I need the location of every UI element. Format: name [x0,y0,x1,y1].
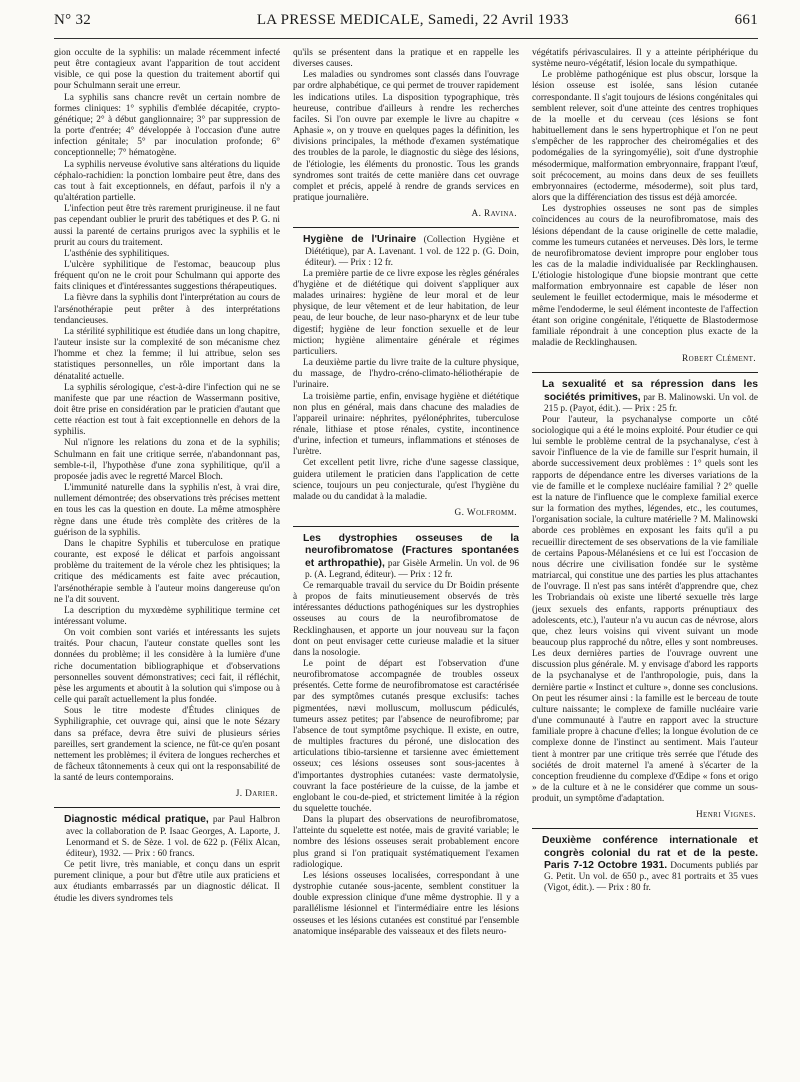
paragraph: Ce petit livre, très maniable, et conçu dans un esprit purement clinique, a pour but d'être utile aux praticiens et aux étudiants embarrassés par un diagnostic délicat. Il étudie les divers syndromes tels [54,860,280,904]
paragraph: qu'ils se présentent dans la pratique et en rappelle les diverses causes. [293,48,519,70]
paragraph: Le problème pathogénique est plus obscur, lorsque la lésion osseuse est isolée, sans lésion cutanée correspondante. Il s'agit toujours de lésions congénitales qui semblent relever, soit d'une atteinte des centres trophiques de la moelle et du cerveau (ces lésions se font habituellement dans le sens hypertrophique et l'on ne peut s'empêcher de les rapprocher des cheiromégalies et des podomégalies de la syringomyélie), soit d'une dystrophie mésodermique, malformation embryonnaire, frappant l'œuf, soit précocement, au moins dans deux de ses feuillets embryonnaires (ectoderme, mésoderme), soit plus tard, alors que la différenciation des tissus est déjà amorcée. [532,70,758,204]
book-title: La sexualité et sa répression dans les sociétés primitives, [542,379,758,403]
paragraph: L'asthénie des syphilitiques. [64,248,170,259]
paragraph: Dans la plupart des observations de neurofibromatose, l'atteinte du squelette est notée, mais de gravité variable; le nombre des lésions osseuses serait probablement encore plus grand si l'on pratiquait systématiquement l'examen radiologique. [293,815,519,870]
review-signature: A. Ravina. [471,209,517,220]
paragraph: L'immunité naturelle dans la syphilis n'est, à vrai dire, nullement démontrée; des observations très précises mettent en tous les cas la question en doute. La même atmosphère règne dans une étude très complète des critères de la guérison de la syphilis. [54,483,280,538]
separator-rule [532,828,758,829]
paragraph: Ce remarquable travail du service du Dr Boidin présente à propos de faits minutieusement observés de très intéressantes déductions pathogéniques sur les dystrophies osseuses au cours de la neurofibromatose de Recklinghausen, et apporte un jour nouveau sur la façon dont on peut envisager cette curieuse maladie et la situer dans la nosologie. [293,580,519,658]
journal-title: LA PRESSE MEDICALE, Samedi, 22 Avril 1933 [256,12,569,28]
paragraph: La syphilis sérologique, c'est-à-dire l'infection qui ne se manifeste que par une réaction de Wassermann positive, doit être prise en considération par le praticien d'autant que cette réaction est tout à fait exceptionnelle en dehors de la syphilis. [54,382,280,438]
separator-rule [54,807,280,808]
separator-rule [293,526,519,527]
review-signature: Henri Vignes. [695,810,756,821]
paragraph: La troisième partie, enfin, envisage hygiène et diététique non plus en général, mais dans chacune des maladies de l'appareil urinaire: néphrites, pyélonéphrites, tuberculose rénale, lithiase et ptose rénales, cystite, incontinence d'urine, infection et tumeurs, inflammations et sténoses de l'urètre. [293,391,519,458]
review-signature: J. Darier. [235,789,278,800]
paragraph: Dans le chapitre Syphilis et tuberculose en pratique courante, est exposé le délicat et parfois angoissant problème du traitement de la vérole chez les phtisiques; la critique des médicaments est faite avec précaution, l'arsénothérapie semble à l'auteur moins dangereuse qu'on ne l'a dit souvent. [54,538,280,605]
paragraph: Nul n'ignore les relations du zona et de la syphilis; Schulmann en fait une critique serrée, n'abandonnant pas, semble-t-il, l'hypothèse d'une zona syphilitique, qu'il a proposée jadis avec le regretté Marcel Bloch. [54,438,280,482]
paragraph: La description du myxœdème syphilitique termine cet intéressant volume. [54,605,280,627]
text-columns [54,48,758,1076]
paragraph: La fièvre dans la syphilis dont l'interprétation au cours de l'arsénothérapie peut prêter à des interprétations tendancieuses. [54,293,280,326]
column-2 [293,48,519,1076]
column-1 [54,48,280,1076]
separator-rule [293,227,519,228]
review-signature: G. Wolfromm. [454,508,517,519]
header-rule [54,38,758,39]
book-title: Les dystrophies osseuses de la neurofibromatose (Fractures spontanées et arthropathie), [303,533,519,569]
review-signature: Robert Clément. [682,354,756,365]
book-title: Deuxième conférence internationale et congrès colonial du rat et de la peste. Paris 7-12 Octobre 1931. [542,835,758,871]
paragraph: Les dystrophies osseuses ne sont pas de simples coïncidences au cours de la neurofibromatose, mais des lésions dépendant de la cause originelle de cette maladie, comme les tumeurs cutanées et nerveuses. Dès lors, le terme de neurofibromatose devient impropre pour englober tous les cas de la maladie individualisée par Recklinghausen. L'étiologie histologique d'une biopsie montrant que cette malformation embryonnaire est capable de léser non seulement le feuillet ectodermique, mais le mésoderme et même l'endoderme, le seul élément inconteste de l'affection étant son origine congénitale, l'étiquette de Blastodermose familiale répondrait à une conception plus exacte de la maladie de Recklinghausen. [532,204,758,349]
running-head [54,12,758,34]
paragraph: La syphilis nerveuse évolutive sans altérations du liquide céphalo-rachidien: la ponction lombaire peut être, dans des cas tout à fait exceptionnels, en défaut, parfois il n'y a qu'altération partielle. [54,159,280,204]
separator-rule [532,372,758,373]
book-biblio: par Gisèle Armelin. Un vol. de 96 p. (A. Legrand, éditeur). — Prix : 12 fr. [305,558,519,580]
paragraph: La deuxième partie du livre traite de la culture physique, du massage, de l'hydro-créno-climato-héliothérapie de l'urinaire. [293,358,519,391]
paragraph: On voit combien sont variés et intéressants les sujets traités. Pour chacun, l'auteur constate quelles sont les données du problème; il les considère à la lumière d'une riche documentation bibliographique et d'observations personnelles souvent démonstratives; ceci fait, il réfléchit, pèse les arguments et aboutit à la solution qui s'impose ou à celle qui paraît actuellement la plus fondée. [54,628,280,706]
paragraph: Pour l'auteur, la psychanalyse comporte un côté sociologique qui a été le moins exploité. Pour étudier ce qui lui semble le problème central de la psychanalyse, c'est à savoir l'influence de la vie de famille sur l'esprit humain, il aborde successivement deux problèmes : 1° quels sont les rapports de dépendance entre les diverses variations de la vie de famille et le complexe nucléaire familial ? 2° quelle est la nature de l'influence que le complexe familial exerce sur la formation des mythes, légendes, etc., les coutumes, l'organisation sociale, la culture matérielle ? M. Malinowski aborde ces problèmes en exposant les faits qu'il a pu recueillir directement de ses observations de la vie familiale de certains Papous-Mélanésiens et ce lui est l'occasion de nous décrire une civilisation fondée sur le système matriarcal, qui constitue une des parties les plus attachantes de l'ouvrage. Il n'est pas sans intérêt d'apprendre que, chez les Trobriandais où existe une liberté sexuelle très large (jeux sexuels des enfants, rapports prénuptiaux des adolescents, etc.), l'auteur n'a vu aucun cas de névrose, alors que, chez leurs voisins qui vivent suivant un mode beaucoup plus rapproché du nôtre, elles y sont nombreuses. Les deux dernières parties de l'ouvrage ouvrent une discussion plus générale. M. y envisage d'abord les rapports de la psychanalyse et de l'anthropologie, puis, dans la dernière partie « Instinct et culture », donne ses conclusions. On peut les résumer ainsi : la famille est le berceau de toute culture naissante; le complexe de famille nucléaire varie d'une communauté à l'autre en rapport avec la structure familiale propre à chacune d'elles; la longue évolution de ce complexe donne de l'instinct au sentiment. Mais l'auteur tient à montrer par une critique très serrée que l'étude des sociétés de droit maternel l'a amené à s'écarter de la conception freudienne du complexe d'Œdipe « fons et origo » de la culture et à ne le considérer que comme un sous-produit, un symptôme d'adaptation. [532,414,758,805]
book-entry-heading [532,379,758,414]
paragraph: La stérilité syphilitique est étudiée dans un long chapitre, l'auteur insiste sur la complexité de son mécanisme chez l'homme et chez la femme; il lui attribue, selon ses statistiques personnelles, un rôle important dans la dénatalité actuelle. [54,326,280,382]
book-title: Hygiène de l'Urinaire [303,234,417,246]
book-entry-heading [54,814,280,860]
book-title: Diagnostic médical pratique, [64,814,209,826]
book-entry-heading [293,234,519,268]
column-3 [532,48,758,1076]
book-biblio: (Collection Hygiène et Diététique), par A. Lavenant. 1 vol. de 122 p. (G. Doin, éditeur). — Prix : 12 fr. [305,235,519,268]
book-entry-heading [532,835,758,894]
paragraph: La première partie de ce livre expose les règles générales d'hygiène et de diététique qui doivent s'appliquer aux malades urinaires: hygiène de leur moral et de leur physique, de leur vêtement et de leur habitation, de leur peau, de leur bouche, de leur naso-pharynx et de leur tube digestif; hygiène de leur fonction sexuelle et de leur miction; hygiène alimentaire générale et régimes particuliers. [293,268,519,357]
book-biblio: par Paul Halbron avec la collaboration de P. Isaac Georges, A. Laporte, J. Lenormand et S. de Sèze. 1 vol. de 622 p. (Félix Alcan, éditeur), 1932. — Prix : 60 francs. [66,815,280,859]
paragraph: L'ulcère syphilitique de l'estomac, beaucoup plus fréquent qu'on ne le croit pour Schulmann qui apporte des faits cliniques et d'intéressantes suggestions thérapeutiques. [54,259,280,293]
book-biblio: Documents publiés par G. Petit. Un vol. de 650 p., avec 81 portraits et 35 vues (Vigot, édit.). — Prix : 80 fr. [544,860,758,894]
page-number: 661 [734,12,758,28]
paragraph: Cet excellent petit livre, riche d'une sagesse classique, guidera utilement le praticien dans l'application de cette science, toujours un peu conjecturale, qu'est l'hygiène du malade ou du candidat à la maladie. [293,458,519,502]
paragraph: Sous le titre modeste d'Études cliniques de Syphiligraphie, cet ouvrage qui, ainsi que le note Sézary dans sa préface, devra être suivi de plusieurs séries pareilles, sert grandement la science, ne fût-ce qu'en posant nettement les problèmes; il évitera de longues recherches et de fâcheux tâtonnements à ceux qui ont la responsabilité de la santé de leurs contemporains. [54,706,280,784]
book-biblio: par B. Malinowski. Un vol. de 215 p. (Payot, édit.). — Prix : 25 fr. [544,392,758,414]
book-entry-heading [293,533,519,581]
issue-number: N° 32 [54,12,92,28]
paragraph: végétatifs périvasculaires. Il y a atteinte périphérique du système neuro-végétatif, lésion locale du sympathique. [532,48,758,70]
paragraph: Les lésions osseuses localisées, correspondant à une dystrophie cutanée sous-jacente, semblent constituer la double expression clinique d'une même dystrophie. Il y a parallélisme lésionnel et l'intermédiaire entre les lésions osseuses et les lésions cutanées est constitué par l'ensemble anatomique inséparable des vaisseaux et des filets neuro- [293,870,519,937]
paragraph: Le point de départ est l'observation d'une neurofibromatose accompagnée de troubles osseux présentés. Cette forme de neurofibromatose est caractérisée par des symptômes cutanés presque exclusifs: taches pigmentées, nævi molluscum, molluscum pédiculés, tumeurs assez petites; par l'absence de neurofibrome; par l'absence de tout symptôme psychique. Il existe, en outre, de multiples fractures du péroné, une dislocation des articulations tibio-tarsienne et tarsienne avec émiettement osseux; ces lésions osseuses sont sous-jacentes à d'importantes dystrophies cutanées: vaste dermatolysie, couvrant la face postérieure de la cuisse, de la jambe et englobant le cou-de-pied, et strictement limitée à la région du squelette touchée. [293,658,519,814]
paragraph: L'infection peut être très rarement prurigineuse. il ne faut pas cependant oublier le prurit des tabétiques et des P. G. ni aussi la parenté de certains prurigos avec la syphilis et le prurit au cours du traitement. [54,204,280,248]
paragraph: Les maladies ou syndromes sont classés dans l'ouvrage par ordre alphabétique, ce qui permet de trouver rapidement les indications utiles. La disposition typographique, très heureuse, contribue d'ailleurs à rendre les recherches faciles. Si l'on ouvre par exemple le livre au chapitre « Aphasie », on y trouve en quelques pages la définition, les divisions principales, la méthode d'examen systématique des troubles de la parole, le diagnostic du siège des lésions, de l'étiologie, les éléments du pronostic. Tous les grands syndromes sont traités de cette manière dans cet ouvrage complet et précis, appelé à rendre de grands services en pratique journalière. [293,70,519,204]
paragraph: La syphilis sans chancre revêt un certain nombre de formes cliniques: 1° syphilis d'emblée décapitée, crypto-génétique; 2° à début ganglionnaire; 3° par suppression de la porte d'entrée; 4° développée à l'occasion d'une autre infection génitale; 5° par inoculation profonde; 6° conceptionnelle; 7° hématogène. [54,92,280,159]
paragraph: gion occulte de la syphilis: un malade récemment infecté peut être contagieux avant l'apparition de tout accident visible, ce qui pose la question du traitement abortif qui pour Schulmann serait une erreur. [54,48,280,92]
